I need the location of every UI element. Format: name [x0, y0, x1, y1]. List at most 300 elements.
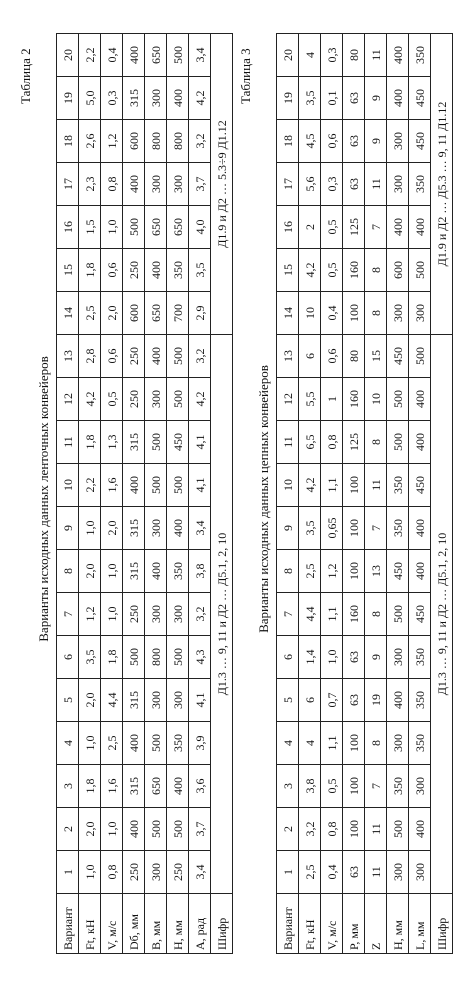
- table-cell: 250: [123, 335, 145, 378]
- header-cell: 1: [57, 851, 79, 894]
- table-cell: 300: [167, 163, 189, 206]
- cipher-group: Д1.9 и Д2 … Д5.3 … 9, 11 Д1.12: [431, 34, 453, 335]
- table-cell: 650: [145, 292, 167, 335]
- table-cell: 315: [123, 421, 145, 464]
- table-cell: 450: [409, 120, 431, 163]
- table-cell: 0,4: [101, 34, 123, 77]
- table-cell: 1,0: [101, 206, 123, 249]
- header-cell: 16: [57, 206, 79, 249]
- table-cell: 500: [123, 636, 145, 679]
- table-cell: 450: [409, 77, 431, 120]
- header-cell: 20: [57, 34, 79, 77]
- table-cell: 2,2: [79, 34, 101, 77]
- table-row: [299, 34, 321, 954]
- table2-body: [79, 34, 211, 954]
- table-row: [79, 34, 101, 954]
- table-row: [321, 34, 343, 954]
- table-cell: 500: [387, 593, 409, 636]
- table-cell: 4,2: [79, 378, 101, 421]
- table-cell: 1,0: [79, 722, 101, 765]
- table-cell: 250: [167, 851, 189, 894]
- table-cell: 3,4: [189, 34, 211, 77]
- table-cell: 0,1: [321, 77, 343, 120]
- table-cell: 1,0: [321, 636, 343, 679]
- table-cell: 600: [123, 292, 145, 335]
- table-cell: 11: [365, 808, 387, 851]
- table-cell: 500: [167, 335, 189, 378]
- table-cell: 3,8: [299, 765, 321, 808]
- table-cell: 2,0: [79, 679, 101, 722]
- table-cell: 300: [387, 722, 409, 765]
- table-cell: 350: [409, 679, 431, 722]
- header-cell: 4: [57, 722, 79, 765]
- table-cell: 4,0: [189, 206, 211, 249]
- table-cell: 800: [145, 120, 167, 163]
- table-cell: 100: [343, 808, 365, 851]
- table-cell: 1,8: [101, 636, 123, 679]
- table-cell: 300: [387, 163, 409, 206]
- table-cell: 315: [123, 679, 145, 722]
- row-label: B, мм: [145, 894, 167, 954]
- table-cell: 400: [167, 765, 189, 808]
- table-cell: 300: [387, 851, 409, 894]
- table-cell: 400: [167, 507, 189, 550]
- table-cell: 63: [343, 163, 365, 206]
- header-cell: 19: [277, 77, 299, 120]
- table-cell: 4,2: [189, 77, 211, 120]
- table-cell: 0,3: [321, 163, 343, 206]
- table-cell: 0,6: [321, 335, 343, 378]
- table-cell: 0,3: [101, 77, 123, 120]
- table-cell: 300: [387, 636, 409, 679]
- table-cell: 1,2: [79, 593, 101, 636]
- table-row: [123, 34, 145, 954]
- table2-block: [0, 14, 230, 954]
- header-cell: 7: [277, 593, 299, 636]
- table-cell: 3,5: [79, 636, 101, 679]
- table-cell: 315: [123, 765, 145, 808]
- table-cell: 300: [167, 593, 189, 636]
- table-cell: 400: [123, 808, 145, 851]
- table3-caption: Варианты исходных данных цепных конвейеров: [256, 365, 271, 633]
- table-cell: 2,2: [79, 464, 101, 507]
- table-cell: 4,4: [299, 593, 321, 636]
- header-cell: 2: [277, 808, 299, 851]
- table-cell: 400: [167, 77, 189, 120]
- table-cell: 800: [145, 636, 167, 679]
- table-cell: 3,2: [299, 808, 321, 851]
- row-label: Z: [365, 894, 387, 954]
- table-cell: 1,0: [101, 593, 123, 636]
- table-cell: 100: [343, 550, 365, 593]
- table-cell: 4,1: [189, 421, 211, 464]
- table-cell: 19: [365, 679, 387, 722]
- table-cell: 100: [343, 765, 365, 808]
- table-cell: 1,0: [101, 550, 123, 593]
- table-row: [101, 34, 123, 954]
- header-cell: 5: [57, 679, 79, 722]
- table-cell: 500: [145, 808, 167, 851]
- table-cell: 500: [145, 722, 167, 765]
- table-cell: 63: [343, 679, 365, 722]
- table-cell: 500: [167, 808, 189, 851]
- table-cell: 1,4: [299, 636, 321, 679]
- header-cell: 6: [57, 636, 79, 679]
- table-cell: 5,6: [299, 163, 321, 206]
- table-cell: 8: [365, 722, 387, 765]
- table-cell: 3,5: [189, 249, 211, 292]
- table-cell: 350: [387, 507, 409, 550]
- row-label: Dб, мм: [123, 894, 145, 954]
- table-cell: 400: [145, 249, 167, 292]
- table-cell: 1,1: [321, 722, 343, 765]
- table-row: [387, 34, 409, 954]
- table-cell: 3,5: [299, 77, 321, 120]
- table-cell: 1,8: [79, 421, 101, 464]
- table-cell: 6,5: [299, 421, 321, 464]
- table-cell: 1,6: [101, 464, 123, 507]
- table-cell: 5,0: [79, 77, 101, 120]
- table-cell: 250: [123, 593, 145, 636]
- table-cell: 1,1: [321, 464, 343, 507]
- table-cell: 63: [343, 120, 365, 163]
- table-cell: 125: [343, 206, 365, 249]
- table-cell: 500: [167, 636, 189, 679]
- table-cell: 1,0: [101, 808, 123, 851]
- table-cell: 650: [167, 206, 189, 249]
- table-cell: 100: [343, 464, 365, 507]
- table-cell: 500: [409, 335, 431, 378]
- table-row: [167, 34, 189, 954]
- table-cell: 0,4: [321, 292, 343, 335]
- header-cell: 4: [277, 722, 299, 765]
- table-cell: 315: [123, 77, 145, 120]
- table-cell: 315: [123, 550, 145, 593]
- row-label: Ft, кН: [79, 894, 101, 954]
- table-cell: 63: [343, 77, 365, 120]
- table-cell: 3,2: [189, 335, 211, 378]
- table3-body: [299, 34, 431, 954]
- table-cell: 600: [123, 120, 145, 163]
- row-label: A, рад: [189, 894, 211, 954]
- header-cell: 3: [277, 765, 299, 808]
- header-cell: 5: [277, 679, 299, 722]
- header-cell: 13: [57, 335, 79, 378]
- table-cell: 800: [167, 120, 189, 163]
- table-cell: 160: [343, 249, 365, 292]
- table-cell: 0,8: [321, 421, 343, 464]
- table-cell: 400: [123, 464, 145, 507]
- table-row: [189, 34, 211, 954]
- table-cell: 650: [145, 206, 167, 249]
- table-cell: 160: [343, 378, 365, 421]
- header-cell: 20: [277, 34, 299, 77]
- table-cell: 0,8: [101, 851, 123, 894]
- table-cell: 1,2: [101, 120, 123, 163]
- table-cell: 4,4: [101, 679, 123, 722]
- table-cell: 300: [387, 120, 409, 163]
- table-cell: 3,2: [189, 120, 211, 163]
- row-label: V, м/с: [101, 894, 123, 954]
- table-cell: 450: [387, 335, 409, 378]
- table-cell: 1,0: [79, 851, 101, 894]
- table-cell: 11: [365, 464, 387, 507]
- header-cell: 9: [277, 507, 299, 550]
- table-cell: 11: [365, 34, 387, 77]
- cipher-label: Шифр: [211, 894, 233, 954]
- table-cell: 350: [387, 464, 409, 507]
- table-cell: 2,8: [79, 335, 101, 378]
- table-cell: 0,5: [321, 206, 343, 249]
- table-cell: 2,0: [79, 808, 101, 851]
- table-cell: 700: [167, 292, 189, 335]
- table-cell: 4,2: [189, 378, 211, 421]
- table-cell: 300: [409, 765, 431, 808]
- table-cell: 2,0: [101, 292, 123, 335]
- table-cell: 450: [409, 593, 431, 636]
- header-cell: 17: [277, 163, 299, 206]
- table-cell: 250: [123, 851, 145, 894]
- table-cell: 7: [365, 206, 387, 249]
- table-cell: 63: [343, 636, 365, 679]
- table-cell: 400: [387, 77, 409, 120]
- row-label: H, мм: [387, 894, 409, 954]
- header-cell: 11: [57, 421, 79, 464]
- row-label: L, мм: [409, 894, 431, 954]
- table-cell: 13: [365, 550, 387, 593]
- table-cell: 400: [387, 679, 409, 722]
- row-label: P, мм: [343, 894, 365, 954]
- table-cell: 2,6: [79, 120, 101, 163]
- header-cell: 16: [277, 206, 299, 249]
- header-cell: 14: [277, 292, 299, 335]
- table-cell: 300: [387, 292, 409, 335]
- table-cell: 0,8: [101, 163, 123, 206]
- cipher-label: Шифр: [431, 894, 453, 954]
- table2-header-row: [57, 34, 79, 954]
- header-cell: 15: [277, 249, 299, 292]
- table-cell: 2,0: [79, 550, 101, 593]
- table-cell: 600: [387, 249, 409, 292]
- table-cell: 100: [343, 292, 365, 335]
- header-cell: 14: [57, 292, 79, 335]
- table-cell: 6: [299, 335, 321, 378]
- table-cell: 8: [365, 292, 387, 335]
- table-cell: 2,5: [299, 851, 321, 894]
- table-cell: 450: [387, 550, 409, 593]
- table-cell: 1: [321, 378, 343, 421]
- table-cell: 3,5: [299, 507, 321, 550]
- table-cell: 8: [365, 593, 387, 636]
- table-cell: 500: [123, 206, 145, 249]
- table2-cipher-row: [211, 34, 233, 954]
- table-cell: 5,5: [299, 378, 321, 421]
- table-cell: 160: [343, 593, 365, 636]
- header-cell: 7: [57, 593, 79, 636]
- table-cell: 10: [365, 378, 387, 421]
- table-cell: 8: [365, 249, 387, 292]
- header-cell: 1: [277, 851, 299, 894]
- table-cell: 500: [387, 378, 409, 421]
- table-cell: 1,0: [79, 507, 101, 550]
- table-cell: 650: [145, 765, 167, 808]
- table-cell: 0,7: [321, 679, 343, 722]
- table-cell: 400: [145, 335, 167, 378]
- table-cell: 7: [365, 765, 387, 808]
- table-cell: 1,2: [321, 550, 343, 593]
- table-cell: 0,6: [101, 249, 123, 292]
- table-cell: 8: [365, 421, 387, 464]
- table3-block: [232, 14, 462, 954]
- table-cell: 9: [365, 120, 387, 163]
- table-cell: 350: [409, 722, 431, 765]
- table-cell: 400: [409, 421, 431, 464]
- table-cell: 500: [409, 249, 431, 292]
- table-cell: 2,5: [101, 722, 123, 765]
- table-cell: 80: [343, 335, 365, 378]
- table-cell: 6: [299, 679, 321, 722]
- table-cell: 400: [409, 808, 431, 851]
- table-cell: 350: [409, 34, 431, 77]
- header-cell: 10: [277, 464, 299, 507]
- header-cell: Вариант: [277, 894, 299, 954]
- table-cell: 400: [123, 163, 145, 206]
- table-cell: 400: [123, 722, 145, 765]
- header-cell: 15: [57, 249, 79, 292]
- table-cell: 11: [365, 163, 387, 206]
- table-cell: 450: [167, 421, 189, 464]
- table-cell: 9: [365, 77, 387, 120]
- table-cell: 300: [409, 292, 431, 335]
- table-cell: 1,5: [79, 206, 101, 249]
- header-cell: 18: [57, 120, 79, 163]
- table-cell: 500: [167, 464, 189, 507]
- table-cell: 2,9: [189, 292, 211, 335]
- table-cell: 300: [145, 163, 167, 206]
- table-cell: 250: [123, 378, 145, 421]
- header-cell: 13: [277, 335, 299, 378]
- table-cell: 4,2: [299, 464, 321, 507]
- cipher-group: Д1.9 и Д2 … 5.3÷9 Д1.12: [211, 34, 233, 335]
- header-cell: 8: [277, 550, 299, 593]
- table-cell: 500: [167, 378, 189, 421]
- table-cell: 300: [409, 851, 431, 894]
- table-cell: 3,7: [189, 163, 211, 206]
- table-cell: 2,5: [79, 292, 101, 335]
- table-cell: 650: [145, 34, 167, 77]
- table-cell: 450: [409, 464, 431, 507]
- table3-label: Таблица 3: [238, 48, 253, 104]
- table-cell: 0,5: [321, 249, 343, 292]
- row-label: V, м/с: [321, 894, 343, 954]
- table-cell: 10: [299, 292, 321, 335]
- table-cell: 350: [167, 722, 189, 765]
- row-label: H, мм: [167, 894, 189, 954]
- table2-label: Таблица 2: [18, 48, 33, 104]
- table-cell: 300: [145, 679, 167, 722]
- table-cell: 4,2: [299, 249, 321, 292]
- table-cell: 300: [145, 851, 167, 894]
- header-cell: 17: [57, 163, 79, 206]
- header-cell: 3: [57, 765, 79, 808]
- header-cell: 8: [57, 550, 79, 593]
- table-cell: 3,9: [189, 722, 211, 765]
- table-cell: 2,3: [79, 163, 101, 206]
- row-label: Ft, кН: [299, 894, 321, 954]
- header-cell: 18: [277, 120, 299, 163]
- table-cell: 7: [365, 507, 387, 550]
- table-cell: 350: [167, 249, 189, 292]
- table-cell: 350: [387, 765, 409, 808]
- header-cell: 9: [57, 507, 79, 550]
- table-row: [145, 34, 167, 954]
- table2: [56, 33, 233, 954]
- table-cell: 300: [145, 378, 167, 421]
- table-cell: 9: [365, 636, 387, 679]
- table-cell: 0,3: [321, 34, 343, 77]
- table-cell: 400: [387, 34, 409, 77]
- table-cell: 4,1: [189, 464, 211, 507]
- table-cell: 1,8: [79, 249, 101, 292]
- table-row: [343, 34, 365, 954]
- table-cell: 0,8: [321, 808, 343, 851]
- table-cell: 0,6: [101, 335, 123, 378]
- table-cell: 15: [365, 335, 387, 378]
- table2-caption: Варианты исходных данных ленточных конвейеров: [36, 356, 51, 642]
- table-cell: 300: [145, 77, 167, 120]
- table-cell: 3,7: [189, 808, 211, 851]
- table-cell: 80: [343, 34, 365, 77]
- table-cell: 350: [409, 163, 431, 206]
- table-cell: 63: [343, 851, 365, 894]
- table-cell: 3,2: [189, 593, 211, 636]
- header-cell: 12: [57, 378, 79, 421]
- table-cell: 500: [145, 421, 167, 464]
- table-cell: 1,6: [101, 765, 123, 808]
- header-cell: 6: [277, 636, 299, 679]
- table-cell: 400: [409, 507, 431, 550]
- table-cell: 400: [409, 206, 431, 249]
- table3-header-row: [277, 34, 299, 954]
- table-cell: 400: [409, 378, 431, 421]
- table-cell: 2: [299, 206, 321, 249]
- table3-cipher-row: [431, 34, 453, 954]
- table-cell: 300: [145, 593, 167, 636]
- table-cell: 400: [387, 206, 409, 249]
- table-cell: 400: [409, 550, 431, 593]
- table-cell: 400: [123, 34, 145, 77]
- table-cell: 0,65: [321, 507, 343, 550]
- table-cell: 11: [365, 851, 387, 894]
- table-cell: 1,8: [79, 765, 101, 808]
- table-cell: 500: [387, 421, 409, 464]
- table-cell: 1,1: [321, 593, 343, 636]
- table-cell: 0,6: [321, 120, 343, 163]
- table-cell: 300: [167, 679, 189, 722]
- cipher-group: Д1.3 … 9, 11 и Д2 … Д5.1, 2, 10: [211, 335, 233, 894]
- table-cell: 0,5: [101, 378, 123, 421]
- table-cell: 3,4: [189, 507, 211, 550]
- table-cell: 350: [409, 636, 431, 679]
- table-cell: 2,0: [101, 507, 123, 550]
- header-cell: 12: [277, 378, 299, 421]
- table-cell: 350: [167, 550, 189, 593]
- table-cell: 500: [387, 808, 409, 851]
- table-cell: 250: [123, 249, 145, 292]
- table-cell: 500: [145, 464, 167, 507]
- header-cell: 10: [57, 464, 79, 507]
- table-cell: 4,1: [189, 679, 211, 722]
